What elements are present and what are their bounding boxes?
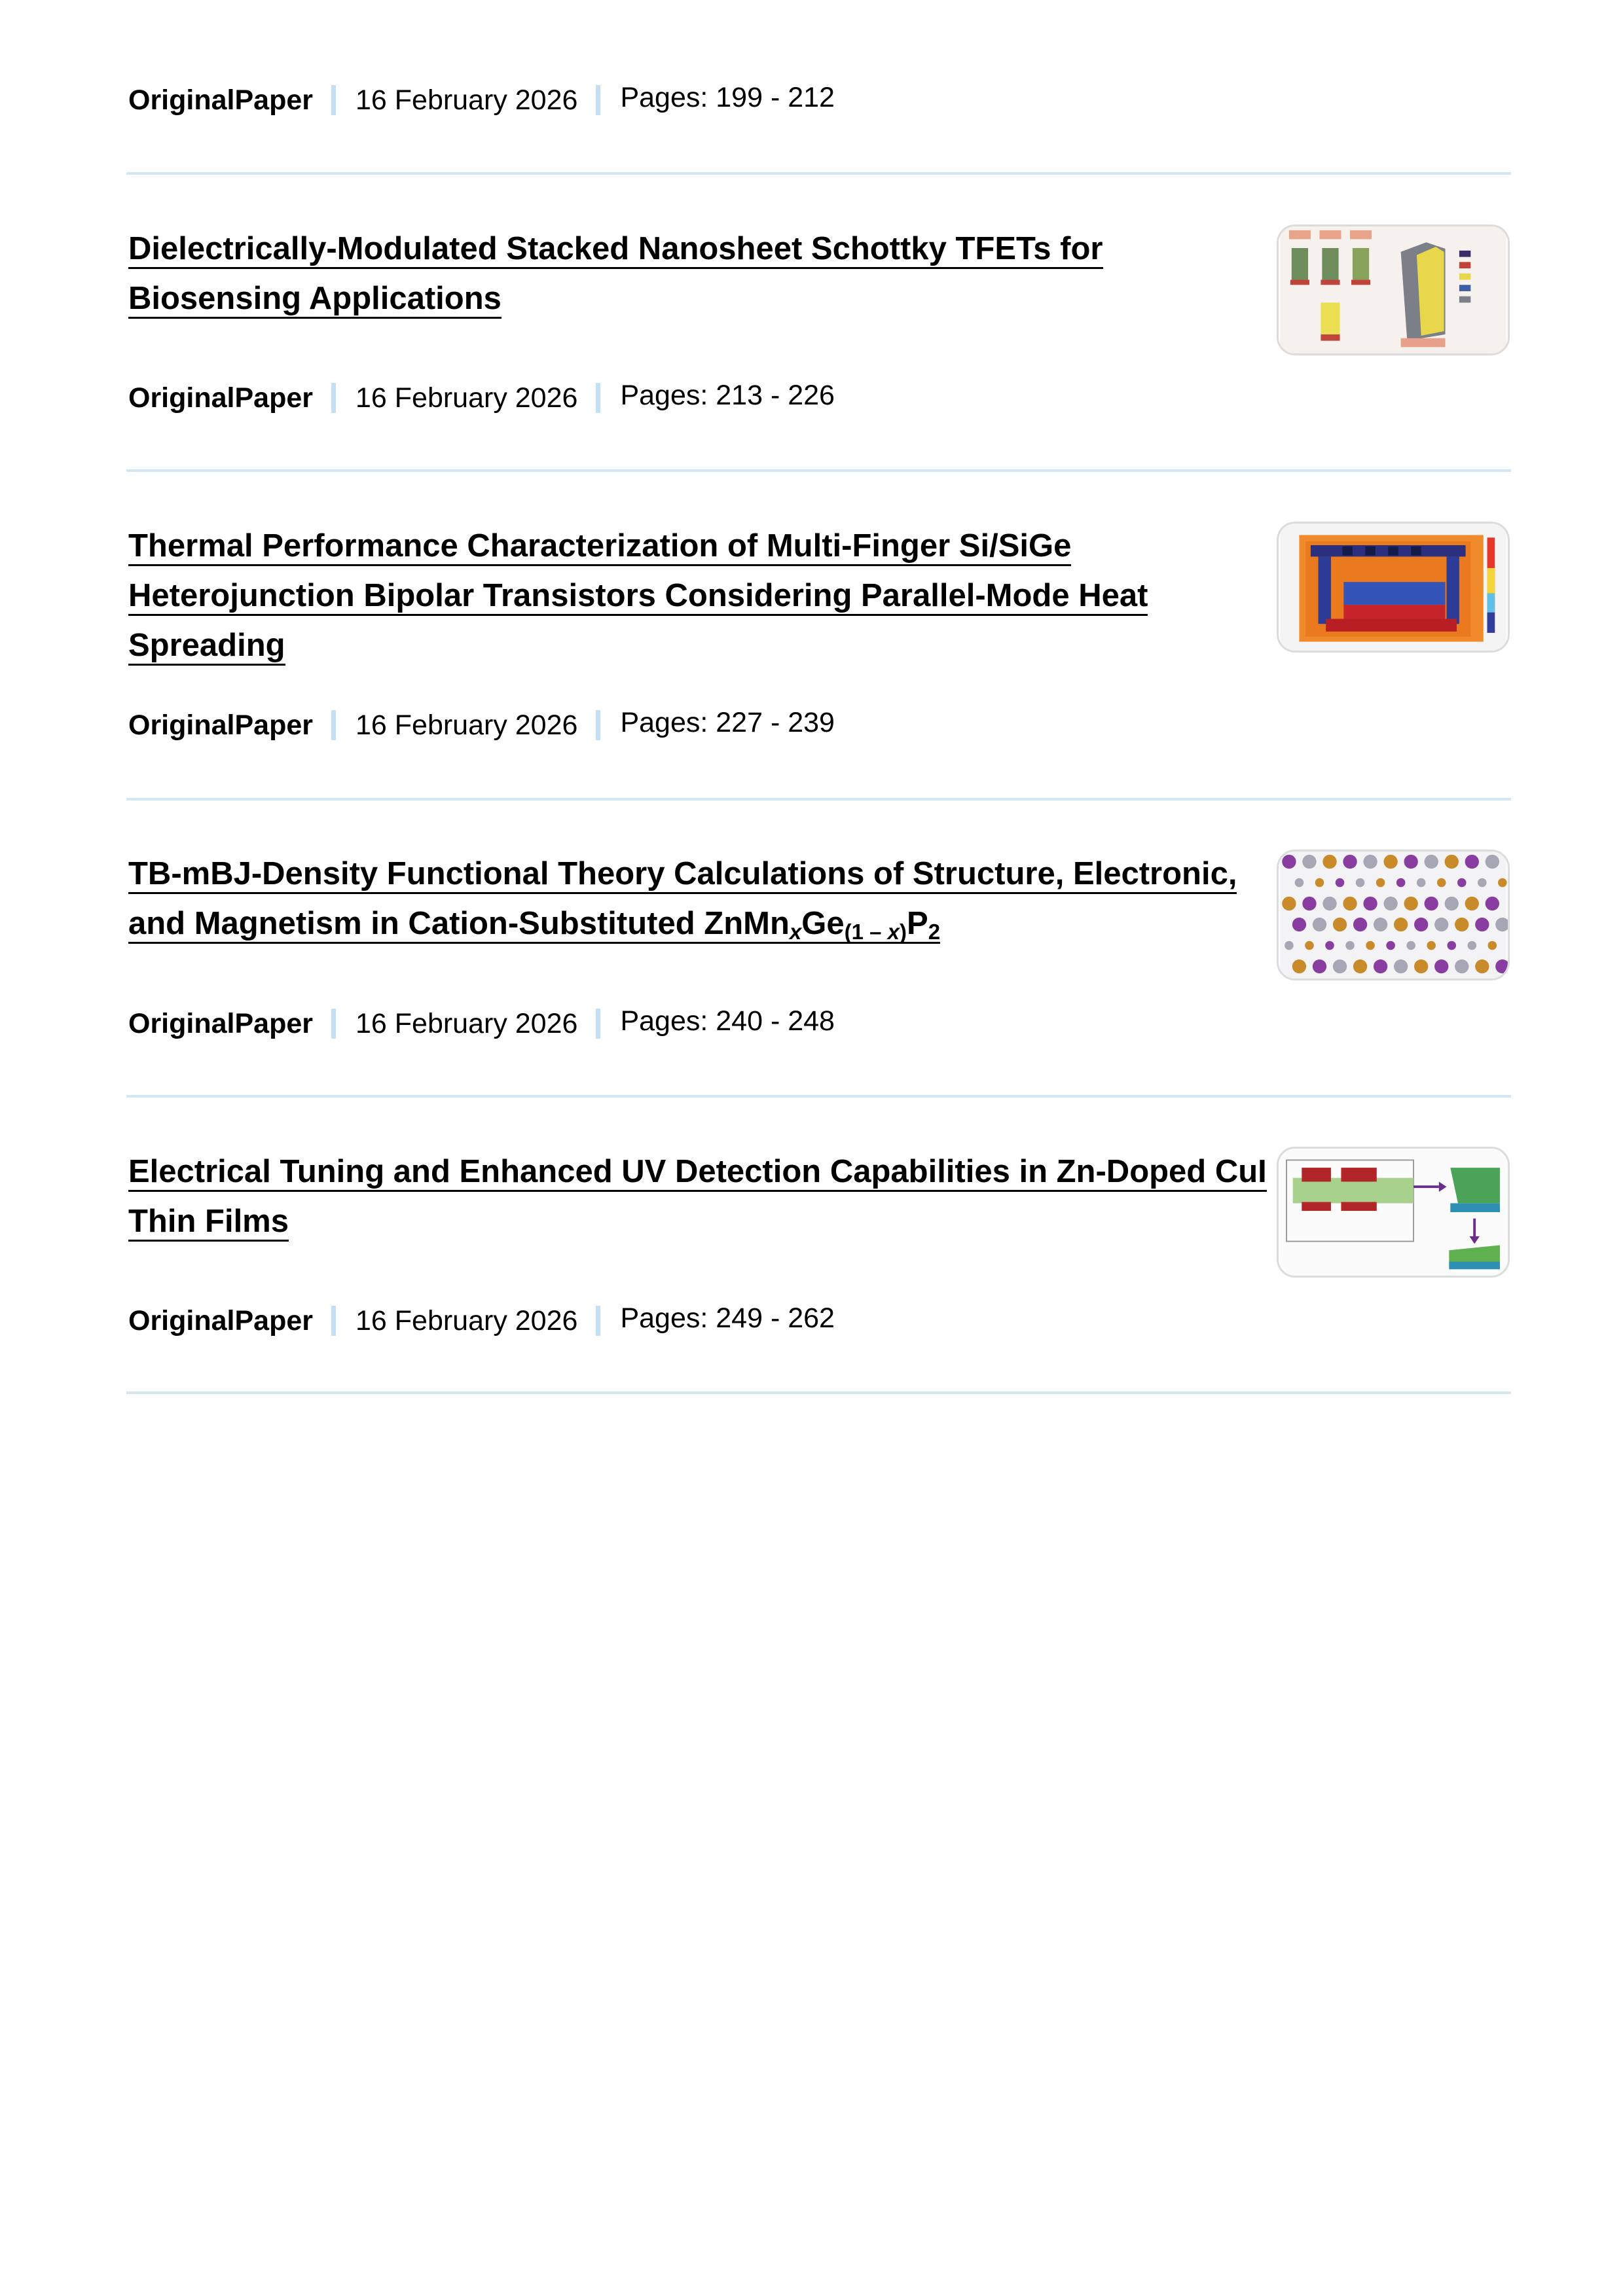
meta-separator	[331, 383, 336, 413]
article-divider	[126, 1095, 1511, 1098]
article-title-link[interactable]: Thermal Performance Characterization of Multi-Finger Si/SiGe Heterojunction Bipolar Transistors Considering Parallel-Mode Heat Spreading	[128, 528, 1148, 666]
article-pages: Pages: 240 - 248	[620, 1005, 835, 1037]
meta-separator	[331, 1306, 336, 1336]
article-thumbnail[interactable]	[1277, 522, 1510, 653]
article-thumbnail[interactable]	[1277, 1147, 1510, 1278]
meta-separator	[596, 383, 600, 413]
meta-separator	[331, 1009, 336, 1039]
article-divider	[126, 798, 1511, 800]
article-pages: Pages: 199 - 212	[620, 81, 835, 113]
meta-separator	[331, 710, 336, 740]
title-line-1: TB-mBJ-Density Functional Theory Calculations of Structure, Electronic,	[128, 856, 1237, 891]
article-meta	[128, 1301, 835, 1340]
article-divider	[126, 469, 1511, 472]
article-date: 16 February 2026	[355, 1304, 578, 1336]
article-meta	[128, 706, 835, 745]
article-date: 16 February 2026	[355, 382, 578, 414]
title-line-2: and Magnetism in Cation-Substituted ZnMn	[128, 906, 790, 941]
article-type: OriginalPaper	[128, 84, 313, 116]
meta-separator	[596, 1009, 600, 1039]
article-pages: Pages: 249 - 262	[620, 1302, 835, 1334]
article-title	[128, 224, 1281, 323]
article-type: OriginalPaper	[128, 709, 313, 741]
thermal-map-figure-icon	[1279, 524, 1508, 651]
title-subscript: (1 – x)	[844, 920, 907, 944]
article-pages: Pages: 213 - 226	[620, 379, 835, 411]
article-date: 16 February 2026	[355, 709, 578, 741]
article-title-link[interactable]: Electrical Tuning and Enhanced UV Detection Capabilities in Zn-Doped CuI Thin Films	[128, 1154, 1267, 1242]
article-title-link[interactable]: Dielectrically-Modulated Stacked Nanosheet Schottky TFETs for Biosensing Applications	[128, 231, 1103, 319]
meta-separator	[331, 85, 336, 115]
article-type: OriginalPaper	[128, 1304, 313, 1336]
article-thumbnail[interactable]	[1277, 850, 1510, 980]
article-title-link[interactable]	[128, 856, 1237, 944]
article-pages: Pages: 227 - 239	[620, 706, 835, 738]
article-thumbnail[interactable]	[1277, 224, 1510, 355]
title-text: Ge	[801, 906, 845, 941]
article-divider	[126, 1391, 1511, 1394]
device-process-figure-icon	[1279, 226, 1508, 353]
article-type: OriginalPaper	[128, 1007, 313, 1039]
article-meta	[128, 378, 835, 418]
article-divider	[126, 172, 1511, 175]
crystal-structure-figure-icon	[1279, 852, 1508, 978]
article-date: 16 February 2026	[355, 1007, 578, 1039]
article-title	[128, 849, 1281, 948]
article-meta	[128, 81, 835, 120]
article-title	[128, 1147, 1281, 1246]
title-text: P	[907, 906, 928, 941]
article-type: OriginalPaper	[128, 382, 313, 414]
title-subscript: 2	[928, 920, 941, 944]
article-title	[128, 521, 1281, 670]
article-date: 16 February 2026	[355, 84, 578, 116]
meta-separator	[596, 710, 600, 740]
deposition-schematic-figure-icon	[1279, 1149, 1508, 1276]
meta-separator	[596, 85, 600, 115]
article-meta	[128, 1004, 835, 1043]
title-subscript: x	[789, 920, 802, 944]
meta-separator	[596, 1306, 600, 1336]
